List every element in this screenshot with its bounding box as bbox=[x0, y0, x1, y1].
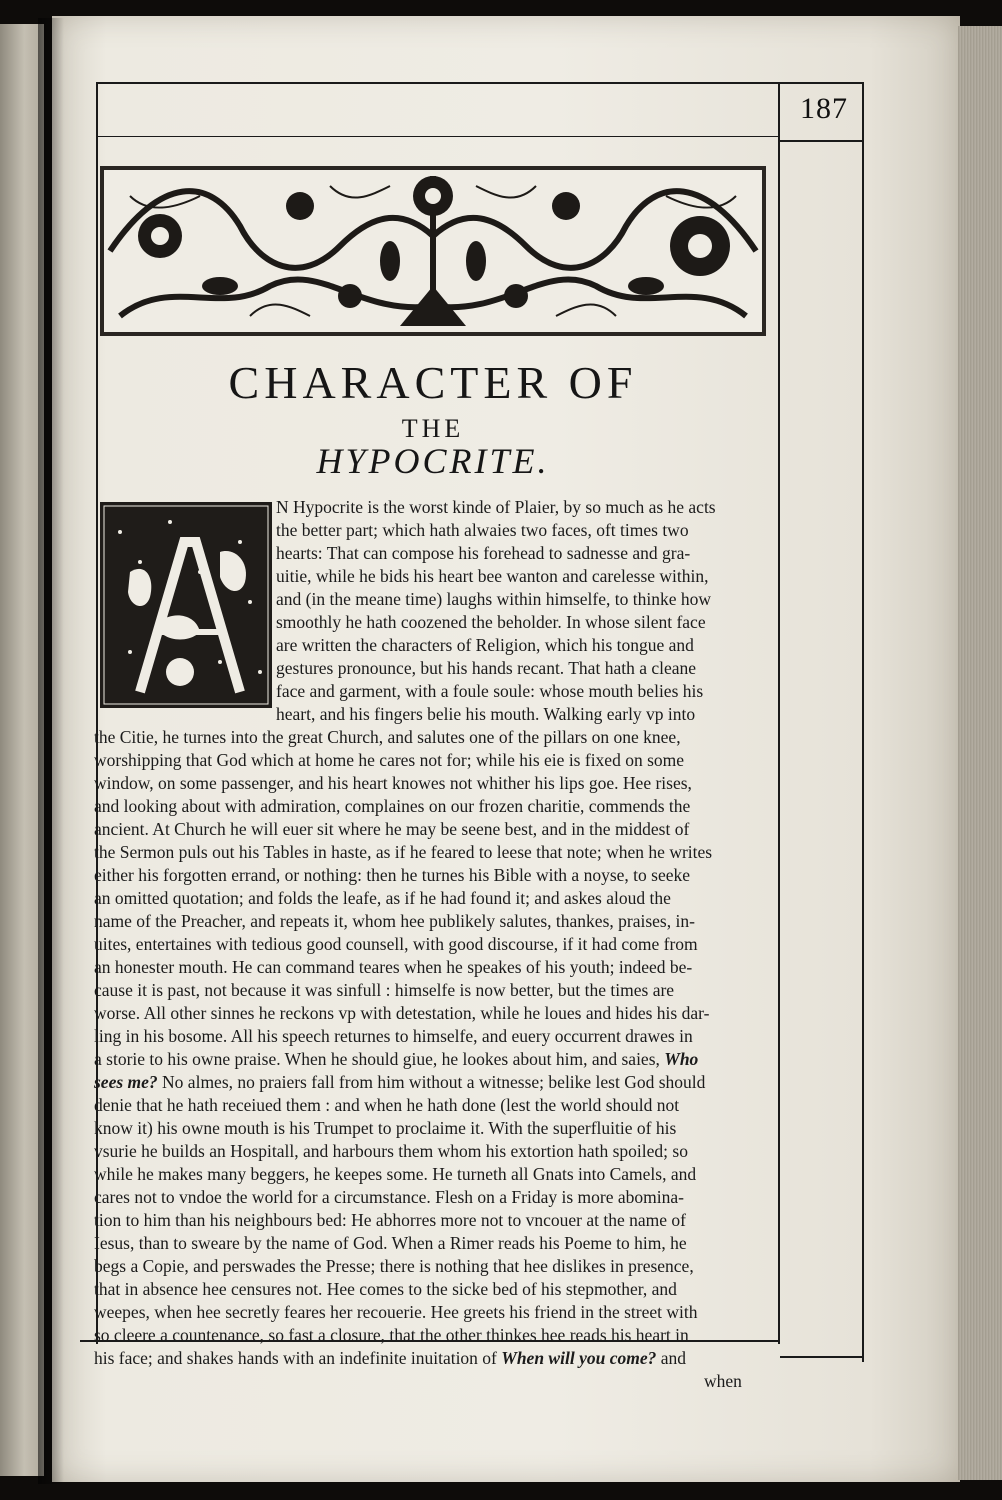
text-line: cause it is past, not because it was sinfull : himselfe is now better, but the times are bbox=[94, 980, 675, 1000]
text-line: that in absence hee censures not. Hee comes to the sicke bed of his stepmother, and bbox=[94, 1279, 677, 1299]
text-line: cares not to vndoe the world for a circumstance. Flesh on a Friday is more abomina- bbox=[94, 1187, 684, 1207]
text-line: while he makes many beggers, he keepes some. He turneth all Gnats into Camels, and bbox=[94, 1164, 697, 1184]
frame-rule-top bbox=[96, 82, 862, 84]
text-line-italic: Who bbox=[664, 1049, 699, 1069]
page-number: 187 bbox=[800, 92, 848, 125]
text-line: the Sermon puls out his Tables in haste, as if he feared to leese that note; when he writes bbox=[94, 842, 713, 862]
text-line: vsurie he builds an Hospitall, and harbours them whom his extortion hath spoiled; so bbox=[94, 1141, 688, 1161]
text-line-italic: sees me? bbox=[94, 1072, 158, 1092]
text-line: and looking about with admiration, complaines on our frozen charitie, commends the bbox=[94, 796, 691, 816]
text-line: an omitted quotation; and folds the leafe, as if he had found it; and askes aloud the bbox=[94, 888, 671, 908]
text-line: name of the Preacher, and repeats it, whom hee publikely salutes, thankes, praises, in- bbox=[94, 911, 695, 931]
text-line: uites, entertaines with tedious good counsell, with good discourse, if it had come from bbox=[94, 934, 698, 954]
text-line: N Hypocrite is the worst kinde of Plaier, by so much as he acts bbox=[276, 497, 716, 517]
frame-rule-bottom-margin bbox=[780, 1356, 864, 1358]
text-line: worshipping that God which at home he cares not for; while his eie is fixed on some bbox=[94, 750, 685, 770]
text-line: begs a Copie, and perswades the Presse; there is nothing that hee dislikes in presence, bbox=[94, 1256, 694, 1276]
text-line: Iesus, than to sweare by the name of God. When a Rimer reads his Poeme to him, he bbox=[94, 1233, 687, 1253]
text-line: so cleere a countenance, so fast a closure, that the other thinkes hee reads his heart in bbox=[94, 1325, 689, 1345]
margin-rule bbox=[780, 140, 864, 142]
text-line: smoothly he hath coozened the beholder. In whose silent face bbox=[276, 612, 706, 632]
text-line: face and garment, with a foule soule: whose mouth belies his bbox=[276, 681, 704, 701]
text-line: the better part; which hath alwaies two faces, oft times two bbox=[276, 520, 689, 540]
text-line-roman: No almes, no praiers fall from him without a witnesse; belike lest God should bbox=[162, 1072, 706, 1092]
text-line: either his forgotten errand, or nothing: then he turnes his Bible with a noyse, to seeke bbox=[94, 865, 690, 885]
text-line bbox=[94, 1048, 698, 1070]
text-line: tion to him than his neighbours bed: He abhorres more not to vncouer at the name of bbox=[94, 1210, 686, 1230]
text-line: heart, and his fingers belie his mouth. Walking early vp into bbox=[276, 704, 696, 724]
text-line: an honester mouth. He can command teares when he speakes of his youth; indeed be- bbox=[94, 957, 693, 977]
text-line: window, on some passenger, and his heart knowes not whither his lips goe. Hee rises, bbox=[94, 773, 692, 793]
text-line: know it) his owne mouth is his Trumpet to proclaime it. With the superfluitie of his bbox=[94, 1118, 677, 1138]
catchword: when bbox=[704, 1371, 742, 1391]
text-line: gestures pronounce, but his hands recant. That hath a cleane bbox=[276, 658, 697, 678]
text-line: the Citie, he turnes into the great Church, and salutes one of the pillars on one knee, bbox=[94, 727, 681, 747]
text-line-italic: When will you come? bbox=[501, 1348, 657, 1368]
chapter-subtitle: HYPOCRITE. bbox=[316, 441, 550, 481]
header-rule bbox=[96, 136, 780, 137]
text-line: worse. All other sinnes he reckons vp with detestation, while he loues and hides his dar- bbox=[94, 1003, 710, 1023]
text-line: ancient. At Church he will euer sit where he may be seene best, and in the middest of bbox=[94, 819, 690, 839]
text-line: are written the characters of Religion, which his tongue and bbox=[276, 635, 694, 655]
text-line: ling in his bosome. All his speech returnes to himselfe, and euery occurrent drawes in bbox=[94, 1026, 693, 1046]
text-line-roman: and bbox=[660, 1348, 686, 1368]
page-edges bbox=[958, 26, 1002, 1480]
floral-headpiece-ornament bbox=[100, 166, 766, 336]
text-line: weepes, when hee secretly feares her recouerie. Hee greets his friend in the street with bbox=[94, 1302, 698, 1322]
text-line bbox=[94, 1071, 705, 1093]
text-line: denie that he hath receiued them : and when he hath done (lest the world should not bbox=[94, 1095, 680, 1115]
gutter-shadow bbox=[38, 18, 64, 1484]
chapter-title: CHARACTER OF bbox=[228, 357, 638, 408]
text-line-roman: a storie to his owne praise. When he should giue, he lookes about him, and saies, bbox=[94, 1049, 660, 1069]
text-line bbox=[94, 1347, 686, 1369]
text-line-roman: his face; and shakes hands with an indefinite inuitation of bbox=[94, 1348, 497, 1368]
text-line: hearts: That can compose his forehead to sadnesse and gra- bbox=[276, 543, 691, 563]
text-line: uitie, while he bids his heart bee wanton and carelesse within, bbox=[276, 566, 709, 586]
decorated-initial-a bbox=[100, 502, 272, 708]
frame-rule-inner bbox=[778, 82, 780, 1344]
frame-rule-outer bbox=[862, 82, 864, 1362]
text-line: and (in the meane time) laughs within himselfe, to thinke how bbox=[276, 589, 711, 609]
chapter-title-article: THE bbox=[401, 414, 465, 443]
